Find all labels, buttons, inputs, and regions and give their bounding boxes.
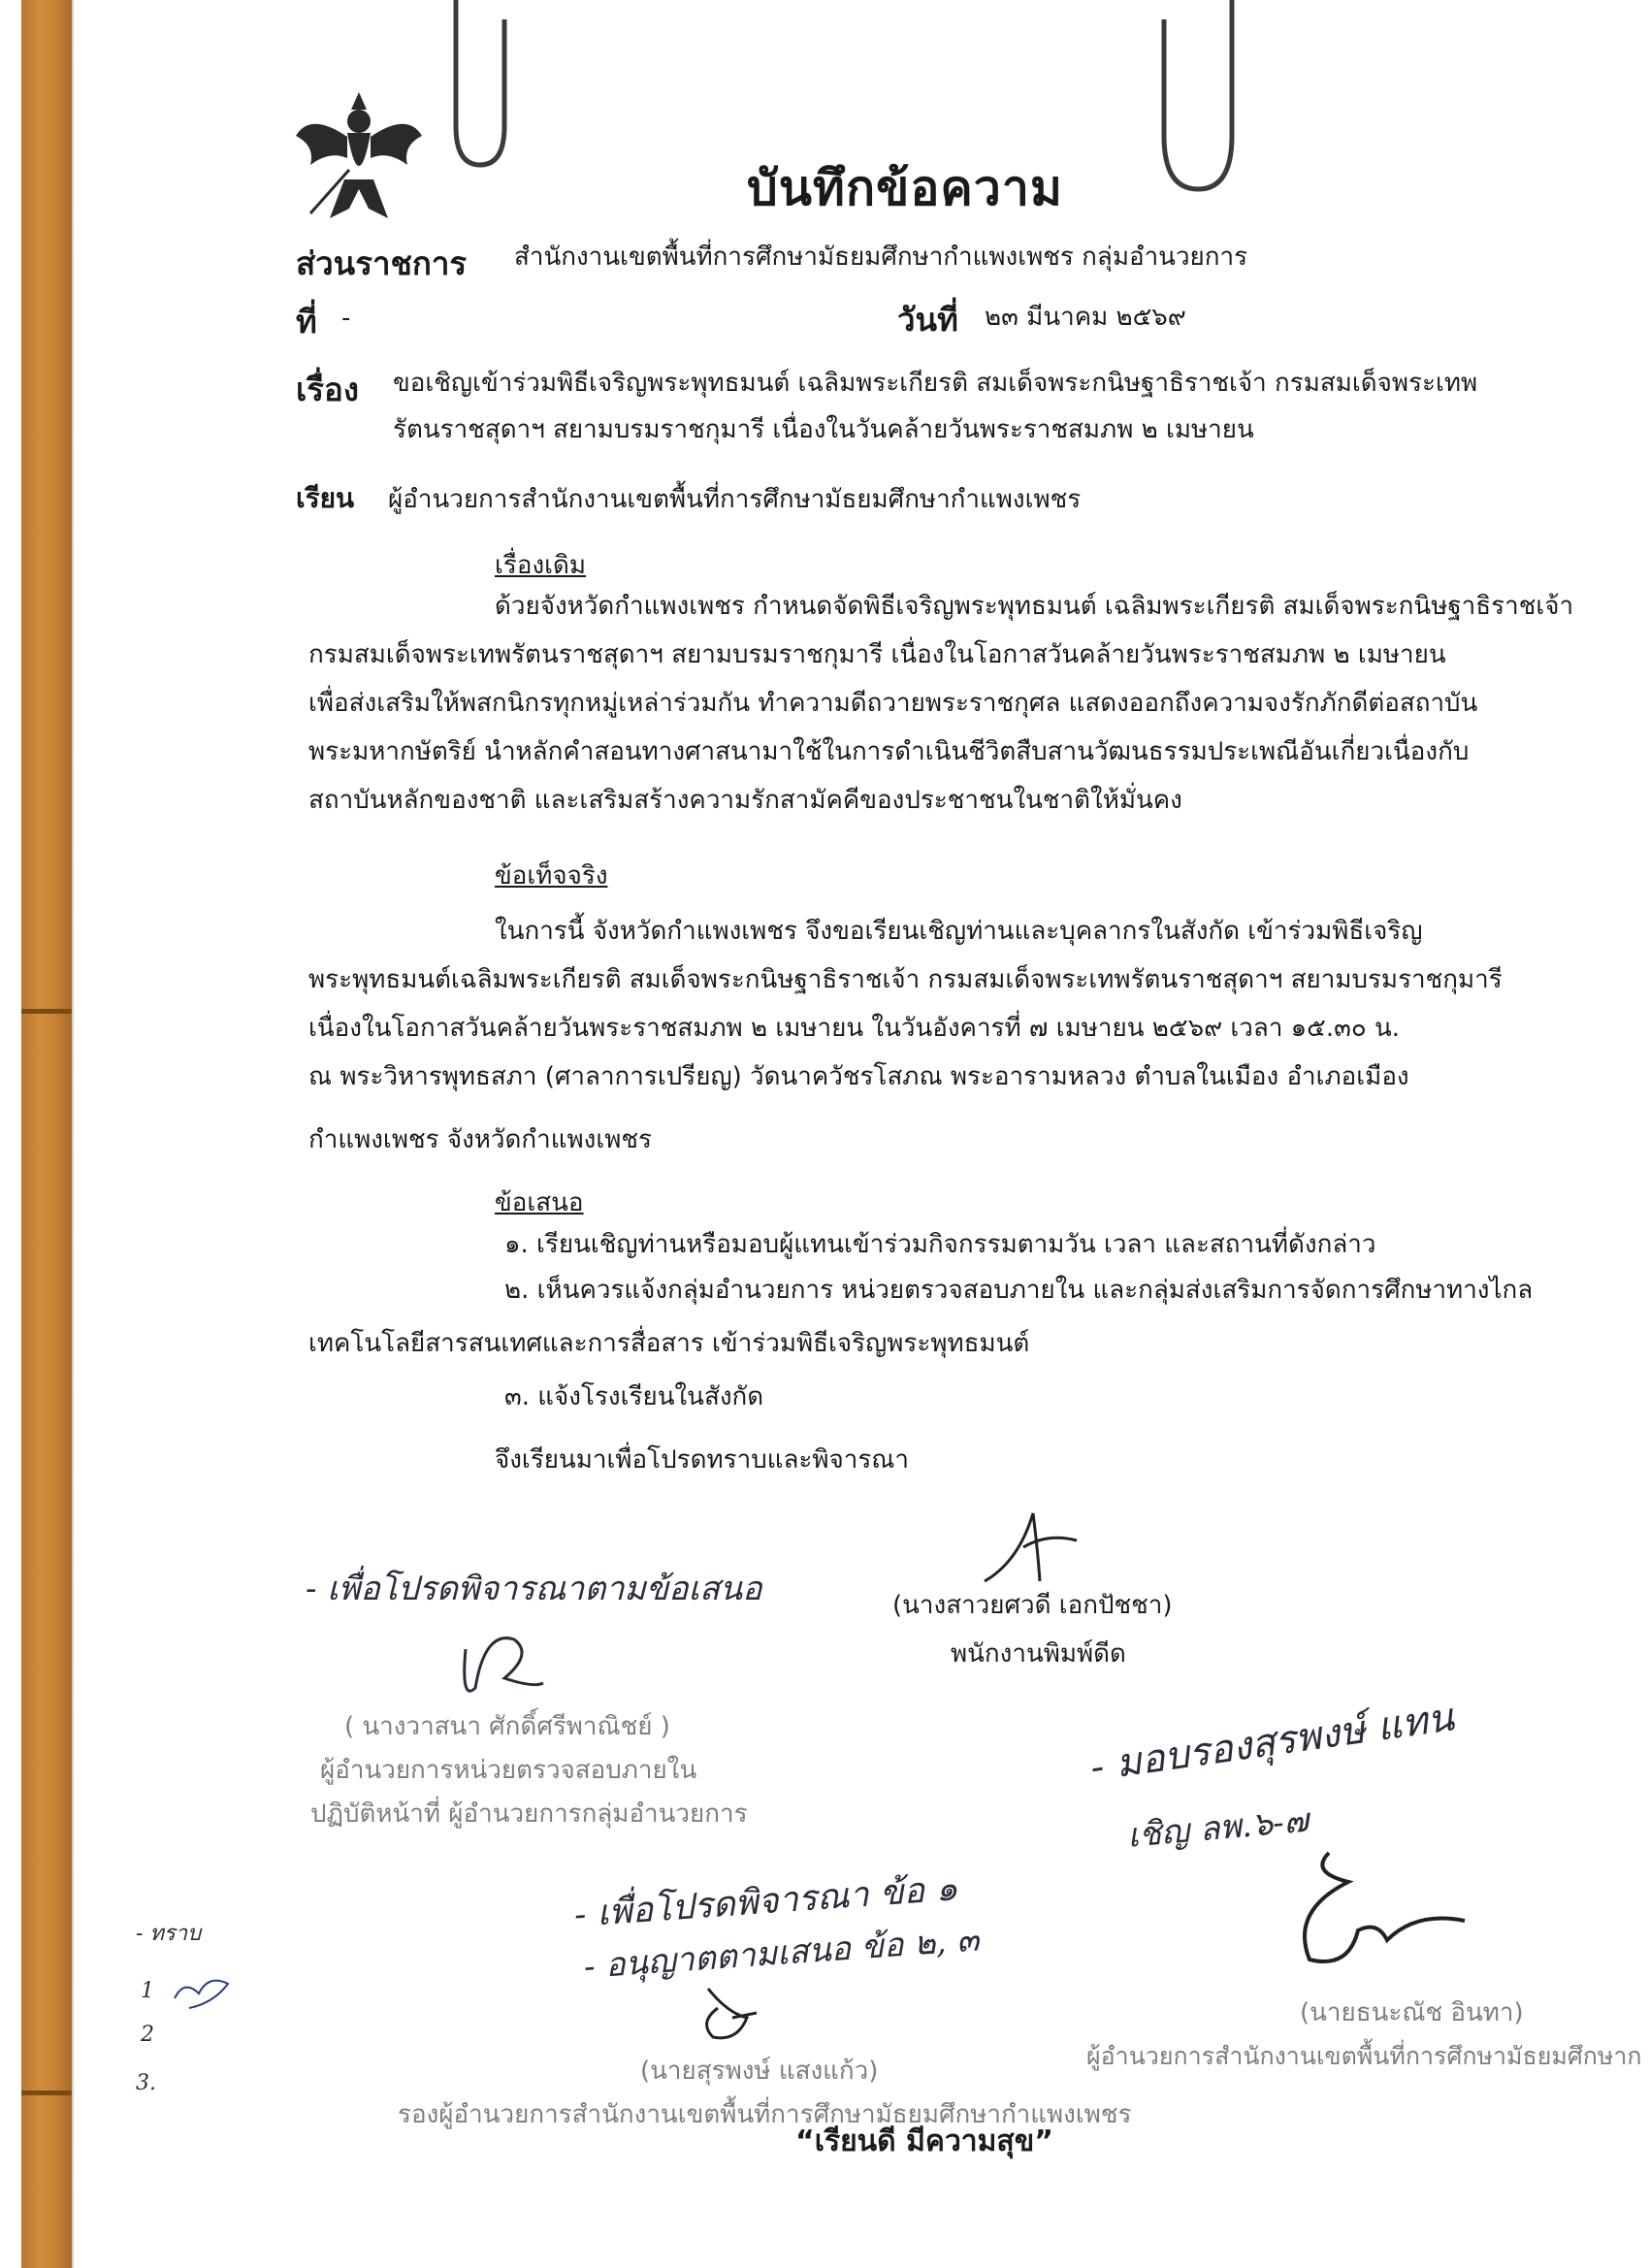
director-note-2: เชิญ ลพ.๖-๗: [1125, 1800, 1310, 1856]
deputy-position: รองผู้อำนวยการสำนักงานเขตพื้นที่การศึกษามัธยมศึกษากำแพงเพชร: [398, 2100, 1132, 2129]
facts-line: พระพุทธมนต์เฉลิมพระเกียรติ สมเด็จพระกนิษฐาธิราชเจ้า กรมสมเด็จพระเทพรัตนราชสุดาฯ สยามบรมราชกุมารี: [308, 965, 1503, 994]
margin-note: 2: [141, 2023, 154, 2047]
facts-line: เนื่องในโอกาสวันคล้ายวันพระราชสมภพ ๒ เมษายน ในวันอังคารที่ ๗ เมษายน ๒๕๖๙ เวลา ๑๕.๓๐ น.: [308, 1014, 1401, 1043]
director-signature: [1271, 1843, 1484, 1979]
background-line: พระมหากษัตริย์ นำหลักคำสอนทางศาสนามาใช้ในการดำเนินชีวิตสืบสานวัฒนธรรมประเพณีอันเกี่ยวเนื่องกับ: [308, 737, 1470, 766]
facts-line: กำแพงเพชร จังหวัดกำแพงเพชร: [308, 1125, 652, 1154]
date-value: ๒๓ มีนาคม ๒๕๖๙: [985, 303, 1186, 332]
deputy-signature: [689, 1979, 766, 2047]
typist-name: (นางสาวยศวดี เอกปัชชา): [892, 1591, 1173, 1620]
typist-position: พนักงานพิมพ์ดีด: [951, 1639, 1126, 1669]
to-label: เรียน: [296, 482, 355, 514]
background-heading: เรื่องเดิม: [495, 551, 587, 580]
director-name: (นายธนะณัช อินทา): [1300, 1998, 1524, 2027]
background-line: สถาบันหลักของชาติ และเสริมสร้างความรักสามัคคีของประชาชนในชาติให้มั่นคง: [308, 786, 1182, 815]
deputy-note-2: - อนุญาตตามเสนอ ข้อ ๒, ๓: [582, 1920, 981, 1987]
subject-line-2: รัตนราชสุดาฯ สยามบรมราชกุมารี เนื่องในวันคล้ายวันพระราชสมภพ ๒ เมษายน: [393, 415, 1254, 444]
margin-note: 1: [141, 1979, 154, 2003]
proposal-item-1: ๑. เรียนเชิญท่านหรือมอบผู้แทนเข้าร่วมกิจกรรมตามวัน เวลา และสถานที่ดังกล่าว: [504, 1230, 1376, 1259]
director-note-1: - มอบรองสุรพงษ์ แทน: [1087, 1695, 1457, 1791]
ref-label: ที่: [296, 303, 317, 340]
proposal-heading: ข้อเสนอ: [495, 1188, 584, 1217]
proposal-item-2-cont: เทคโนโลยีสารสนเทศและการสื่อสาร เข้าร่วมพิธีเจริญพระพุทธมนต์: [308, 1329, 1030, 1358]
background-line: ด้วยจังหวัดกำแพงเพชร กำหนดจัดพิธีเจริญพระพุทธมนต์ เฉลิมพระเกียรติ สมเด็จพระกนิษฐาธิราชเจ้า: [495, 592, 1574, 621]
proposal-item-3: ๓. แจ้งโรงเรียนในสังกัด: [504, 1382, 764, 1411]
paper-clip-right-icon: [1154, 0, 1242, 194]
deputy-note-1: - เพื่อโปรดพิจารณา ข้อ ๑: [572, 1868, 959, 1935]
auditor-position-1: ผู้อำนวยการหน่วยตรวจสอบภายใน: [320, 1756, 697, 1785]
subject-label: เรื่อง: [296, 371, 359, 408]
margin-initials: [170, 1969, 238, 2018]
background-line: กรมสมเด็จพระเทพรัตนราชสุดาฯ สยามบรมราชกุมารี เนื่องในโอกาสวันคล้ายวันพระราชสมภพ ๒ เมษายน: [308, 640, 1446, 669]
typist-signature: [980, 1504, 1086, 1591]
subject-line-1: ขอเชิญเข้าร่วมพิธีเจริญพระพุทธมนต์ เฉลิมพระเกียรติ สมเด็จพระกนิษฐาธิราชเจ้า กรมสมเด็จพระเทพ: [393, 369, 1478, 398]
background-line: เพื่อส่งเสริมให้พสกนิกรทุกหมู่เหล่าร่วมกัน ทำความดีถวายพระราชกุศล แสดงออกถึงความจงรักภักดีต่อสถาบัน: [308, 689, 1478, 718]
margin-note: 3.: [136, 2071, 156, 2095]
date-label: วันที่: [897, 301, 958, 339]
paper-clip-left-icon: [427, 0, 514, 175]
auditor-name: ( นางวาสนา ศักดิ์ศรีพาณิชย์ ): [344, 1712, 670, 1741]
footer-slogan: “เรียนดี มีความสุข”: [795, 2124, 1053, 2158]
facts-line: ณ พระวิหารพุทธสภา (ศาลาการเปรียญ) วัดนาควัชรโสภณ พระอารามหลวง ตำบลในเมือง อำเภอเมือง: [308, 1062, 1409, 1091]
auditor-signature: [446, 1610, 553, 1707]
ref-value: -: [341, 304, 351, 333]
memo-title: บันทึกข้อความ: [747, 160, 1063, 216]
facts-line: ในการนี้ จังหวัดกำแพงเพชร จึงขอเรียนเชิญท่านและบุคลากรในสังกัด เข้าร่วมพิธีเจริญ: [495, 917, 1423, 946]
agency-label: ส่วนราชการ: [296, 244, 468, 282]
facts-heading: ข้อเท็จจริง: [495, 861, 608, 891]
closing-line: จึงเรียนมาเพื่อโปรดทราบและพิจารณา: [495, 1445, 910, 1474]
handwritten-note: - เพื่อโปรดพิจารณาตามข้อเสนอ: [306, 1570, 762, 1608]
proposal-item-2: ๒. เห็นควรแจ้งกลุ่มอำนวยการ หน่วยตรวจสอบภายใน และกลุ่มส่งเสริมการจัดการศึกษาทางไกล: [504, 1276, 1534, 1305]
auditor-position-2: ปฏิบัติหน้าที่ ผู้อำนวยการกลุ่มอำนวยการ: [310, 1799, 748, 1829]
agency-value: สำนักงานเขตพื้นที่การศึกษามัธยมศึกษากำแพงเพชร กลุ่มอำนวยการ: [514, 243, 1248, 272]
deputy-name: (นายสุรพงษ์ แสงแก้ว): [640, 2057, 879, 2086]
garuda-emblem-icon: [291, 82, 427, 223]
director-position: ผู้อำนวยการสำนักงานเขตพื้นที่การศึกษามัธยมศึกษาก: [1086, 2042, 1642, 2070]
to-value: ผู้อำนวยการสำนักงานเขตพื้นที่การศึกษามัธยมศึกษากำแพงเพชร: [388, 485, 1082, 514]
margin-note: - ทราบ: [136, 1922, 202, 1946]
